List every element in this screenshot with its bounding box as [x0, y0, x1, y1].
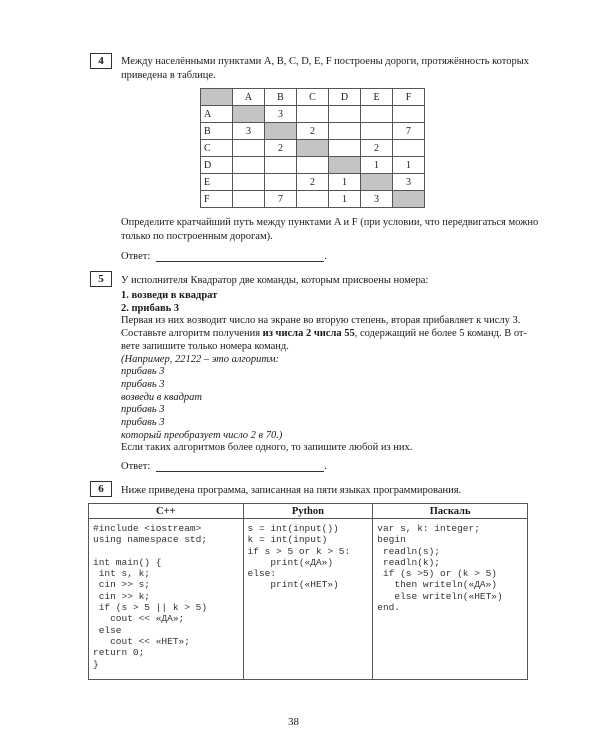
example-line: прибавь 3: [121, 366, 165, 378]
row-header: F: [201, 191, 233, 208]
table-header: D: [329, 89, 361, 106]
question-6-number: 6: [90, 481, 112, 497]
row-header: D: [201, 157, 233, 174]
question-5-number: 5: [90, 271, 112, 287]
table-cell: [329, 123, 361, 140]
question-4-answer: [121, 251, 327, 262]
column-header-python: Python: [243, 504, 373, 519]
answer-line[interactable]: [156, 251, 324, 262]
example-line: прибавь 3: [121, 378, 165, 390]
table-row: [201, 123, 425, 140]
table-cell: 1: [361, 157, 393, 174]
table-cell: 3: [233, 123, 265, 140]
table-cell: [265, 123, 297, 140]
table-row: [201, 140, 425, 157]
note: Если таких алгоритмов более одного, то запишите любой из них.: [121, 442, 413, 454]
table-row: [201, 89, 425, 106]
column-header-cpp: C++: [89, 504, 244, 519]
table-cell: 3: [265, 106, 297, 123]
distance-table: [200, 88, 425, 208]
table-row: [201, 174, 425, 191]
code-cpp-cell: [89, 519, 244, 680]
task-text-end: , содержащий не более 5 команд. В от-: [354, 328, 528, 340]
table-cell: [233, 191, 265, 208]
example-line: возведи в квадрат: [121, 391, 202, 403]
example-intro: (Например, 22122 – это алгоритм:: [121, 353, 280, 365]
table-row: [201, 191, 425, 208]
question-4-question-line2: только по построенным дорогам).: [121, 231, 273, 242]
table-row: [201, 106, 425, 123]
row-header: A: [201, 106, 233, 123]
task-bold: из числа 2 числа 55: [262, 328, 355, 340]
answer-dot: .: [324, 251, 327, 262]
code-python-cell: [243, 519, 373, 680]
table-header: C: [297, 89, 329, 106]
table-cell: [265, 157, 297, 174]
task-line2: вете запишите только номера команд.: [121, 340, 289, 352]
table-cell: [233, 174, 265, 191]
table-cell: [329, 140, 361, 157]
row-header: B: [201, 123, 233, 140]
example-line: прибавь 3: [121, 417, 165, 429]
table-row: [89, 519, 528, 680]
commands-description: Первая из них возводит число на экране во вторую степень, вторая прибавляет к числу 3.: [121, 315, 521, 327]
table-cell: [361, 106, 393, 123]
row-header: C: [201, 140, 233, 157]
answer-label: Ответ:: [121, 461, 151, 472]
table-corner-cell: [201, 89, 233, 106]
table-cell: 1: [393, 157, 425, 174]
table-cell: [297, 140, 329, 157]
table-header: E: [361, 89, 393, 106]
table-cell: 7: [265, 191, 297, 208]
code-pascal: var s, k: integer; begin readln(s); readln(k); if (s >5) or (k > 5) then writeln(«ДА») else writeln(«НЕТ») end.: [377, 523, 503, 614]
table-header: B: [265, 89, 297, 106]
table-cell: [361, 174, 393, 191]
table-cell: [329, 106, 361, 123]
table-cell: 3: [393, 174, 425, 191]
question-5-intro: У исполнителя Квадратор две команды, которым присвоены номера:: [121, 275, 429, 286]
table-cell: [393, 106, 425, 123]
table-cell: 2: [361, 140, 393, 157]
question-4-text-line1: Между населёнными пунктами A, B, C, D, E, F построены дороги, протяжённость которых: [121, 56, 530, 67]
table-cell: [361, 123, 393, 140]
question-5-answer: [121, 461, 327, 472]
table-cell: [297, 106, 329, 123]
question-4-question-line1: Определите кратчайший путь между пунктами A и F (при условии, что передвигаться можно: [121, 217, 539, 228]
table-cell: [393, 191, 425, 208]
table-cell: 1: [329, 174, 361, 191]
row-header: E: [201, 174, 233, 191]
code-python: s = int(input()) k = int(input) if s > 5 or k > 5: print(«ДА») else: print(«НЕТ»): [247, 523, 351, 591]
command-2: 2. прибавь 3: [121, 302, 180, 314]
table-row: [89, 504, 528, 519]
table-header: A: [233, 89, 265, 106]
page-number: 38: [288, 716, 299, 728]
code-cpp: #include <iostream> using namespace std; int main() { int s, k; cin >> s; cin >> k; if (s > 5 || k > 5) cout << «ДА»; else cout << «НЕТ»; return 0; }: [93, 523, 208, 670]
table-cell: [233, 106, 265, 123]
question-4-number: 4: [90, 53, 112, 69]
table-cell: [297, 157, 329, 174]
table-cell: 2: [265, 140, 297, 157]
table-cell: [265, 174, 297, 191]
answer-dot: .: [324, 461, 327, 472]
example-line: прибавь 3: [121, 404, 165, 416]
answer-line[interactable]: [156, 461, 324, 472]
command-1: 1. возведи в квадрат: [121, 290, 218, 301]
task-text: Составьте алгоритм получения: [121, 328, 263, 340]
question-4-text-line2: приведена в таблице.: [121, 70, 216, 81]
table-cell: [329, 157, 361, 174]
table-cell: [393, 140, 425, 157]
program-table: [88, 503, 528, 680]
table-cell: [233, 157, 265, 174]
table-cell: 2: [297, 174, 329, 191]
table-cell: 1: [329, 191, 361, 208]
example-end: который преобразует число 2 в 70.): [121, 429, 283, 441]
column-header-pascal: Паскаль: [373, 504, 528, 519]
table-row: [201, 157, 425, 174]
table-header: F: [393, 89, 425, 106]
task-line1: [121, 328, 541, 341]
table-cell: [233, 140, 265, 157]
table-cell: 7: [393, 123, 425, 140]
table-cell: 2: [297, 123, 329, 140]
table-cell: 3: [361, 191, 393, 208]
code-pascal-cell: [373, 519, 528, 680]
table-cell: [297, 191, 329, 208]
question-5-body: [121, 290, 541, 455]
question-6-intro: Ниже приведена программа, записанная на пяти языках программирования.: [121, 485, 462, 496]
answer-label: Ответ:: [121, 251, 151, 262]
